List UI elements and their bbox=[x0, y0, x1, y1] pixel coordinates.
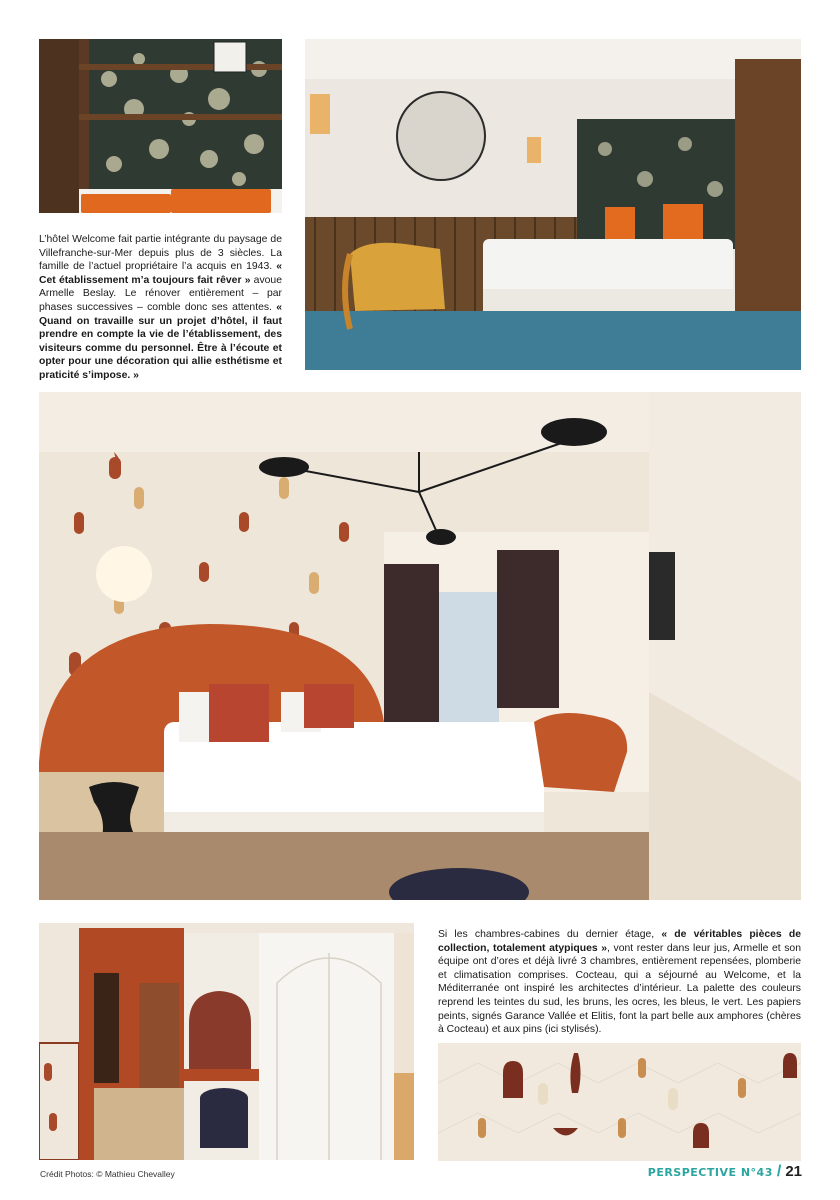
body-paragraph-2: , vont rester dans leur jus, Armelle et son équipe ont d’ores et déjà livré 3 chambres, entièrement repensées, plomberie et climatisation comprises. Cocteau, qui a séjourné au Welcome, et la Méditerranée ont inspiré les architectes d’intérieur. La palette des couleurs reprend les teintes du sud, les bruns, les ocres, les bleus, le vert. Les papiers peints, signés Garance Vallée et Elitis, font la part belle aux amphores (chères à Cocteau) et aux pins (ici stylisés). bbox=[438, 942, 801, 1036]
magazine-name: PERSPECTIVE N°43 bbox=[647, 1166, 773, 1179]
page-footer bbox=[648, 1163, 802, 1181]
photo-bedroom-orange-headboard bbox=[39, 392, 801, 900]
footer-separator: / bbox=[776, 1163, 782, 1180]
body-quote: « de véritables pièces de collection, totalement atypiques » bbox=[438, 929, 801, 954]
body-paragraph-1: Si les chambres-cabines du dernier étage, bbox=[438, 929, 662, 940]
photo-bedroom-mirror bbox=[305, 39, 801, 370]
photo-room-corridor bbox=[39, 923, 414, 1160]
intro-quote-1: « Cet établissement m’a toujours fait rêver » bbox=[39, 261, 282, 286]
intro-text bbox=[39, 233, 282, 383]
photo-headboard-wallpaper bbox=[39, 39, 282, 213]
photo-amphora-wallpaper bbox=[438, 1043, 801, 1161]
photo-credit: Crédit Photos: © Mathieu Chevalley bbox=[40, 1169, 175, 1179]
body-text bbox=[438, 928, 801, 1037]
intro-paragraph-1: L’hôtel Welcome fait partie intégrante du paysage de Villefranche-sur-Mer depuis plus de 3 siècles. La famille de l’actuel propriétaire l’a acquis en 1943. bbox=[39, 234, 282, 273]
intro-quote-2: « Quand on travaille sur un projet d’hôtel, il faut prendre en compte la vie de l’établissement, des visiteurs comme du personnel. Être à l’écoute et opter pour une décoration qui allie esthétisme et praticité s’impose. » bbox=[39, 301, 282, 381]
intro-paragraph-2: avoue Armelle Beslay. Le rénover entièrement – par phases successives – comble donc ses attentes. bbox=[39, 274, 282, 313]
page-number: 21 bbox=[785, 1163, 802, 1180]
